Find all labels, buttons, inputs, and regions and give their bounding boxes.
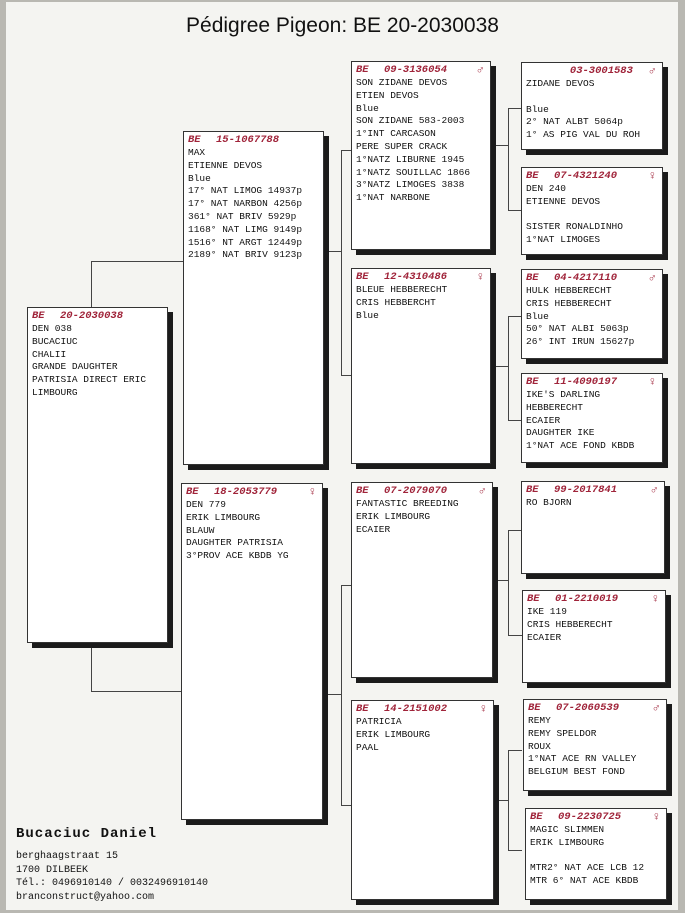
card-details: [526, 497, 660, 510]
ring-number: 03-3001583: [569, 65, 633, 77]
pigeon-card-great-grandsire-1: [521, 62, 663, 150]
card-details: [526, 389, 658, 453]
owner-address-city: 1700 DILBEEK: [16, 864, 89, 876]
card-header: [528, 702, 662, 715]
card-detail-line: 17° NAT LIMOG 14937p: [188, 185, 303, 197]
card-details: [526, 78, 658, 142]
card-detail-line: DEN 779: [186, 499, 226, 510]
card-detail-line: Blue: [526, 310, 549, 322]
connector-line: [490, 145, 508, 146]
pigeon-card-dam: [181, 483, 323, 820]
card-detail-line: CRIS HEBBERCHT: [356, 296, 436, 308]
card-details: [526, 183, 658, 247]
country-code: BE: [356, 703, 369, 715]
sex-symbol: ♂: [652, 701, 660, 715]
card-header: [186, 486, 318, 499]
card-detail-line: [526, 91, 658, 104]
card-detail-line: 1168° NAT LIMG 9149p: [188, 223, 303, 235]
country-code: BE: [528, 702, 541, 714]
card-detail-line: ERIK LIMBOURG: [530, 836, 605, 848]
card-detail-line: DEN 038: [32, 323, 72, 334]
ring-number: 15-1067788: [216, 134, 280, 146]
pigeon-card-granddam-1: [351, 268, 491, 464]
card-detail-line: 1516° NT ARGT 12449p: [188, 236, 303, 248]
sex-symbol: ♀: [648, 375, 656, 389]
card-detail-line: 3°PROV ACE KBDB YG: [186, 550, 289, 562]
card-header: [530, 811, 662, 824]
sex-symbol: ♂: [478, 484, 486, 498]
card-detail-line: ETIENNE DEVOS: [188, 159, 263, 171]
card-detail-line: ERIK LIMBOURG: [186, 511, 261, 523]
card-detail-line: Blue: [356, 309, 379, 321]
ring-number: 18-2053779: [214, 486, 278, 498]
card-detail-line: [530, 850, 662, 863]
card-detail-line: 26° INT IRUN 15627p: [526, 336, 635, 348]
owner-info: [16, 826, 208, 904]
card-detail-line: 1° AS PIG VAL DU ROH: [526, 129, 641, 141]
connector-line: [508, 635, 522, 636]
card-detail-line: MTR 6° NAT ACE KBDB: [530, 875, 639, 887]
card-header: [526, 170, 658, 183]
sex-symbol: ♂: [476, 63, 484, 77]
country-code: BE: [530, 811, 543, 823]
card-details: [528, 715, 662, 779]
card-detail-line: REMY: [528, 715, 551, 726]
sex-symbol: ♀: [651, 592, 659, 606]
connector-line: [91, 261, 184, 262]
country-code: BE: [527, 593, 540, 605]
country-code: BE: [356, 64, 369, 76]
connector-line: [508, 316, 509, 420]
card-detail-line: 361° NAT BRIV 5929p: [188, 210, 297, 222]
card-detail-line: 1°NATZ SOUILLAC 1866: [356, 166, 471, 178]
card-header: [526, 376, 658, 389]
ring-number: 11-4090197: [554, 376, 618, 388]
sex-symbol: ♀: [476, 270, 484, 284]
card-header: [356, 485, 488, 498]
card-header: [527, 593, 661, 606]
card-detail-line: 2° NAT ALBT 5064p: [526, 116, 623, 128]
sex-symbol: ♂: [650, 483, 658, 497]
card-detail-line: HEBBERECHT: [526, 401, 584, 413]
card-detail-line: 2189° NAT BRIV 9123p: [188, 249, 303, 261]
card-header: [356, 271, 486, 284]
card-detail-line: PAAL: [356, 741, 379, 753]
card-detail-line: ECAIER: [356, 523, 391, 535]
card-detail-line: ERIK LIMBOURG: [356, 728, 431, 740]
country-code: BE: [32, 310, 45, 322]
card-detail-line: 1°NAT NARBONE: [356, 192, 431, 204]
card-detail-line: 1°NAT ACE FOND KBDB: [526, 440, 635, 452]
pigeon-card-grandsire-2: [351, 482, 493, 678]
connector-line: [508, 108, 509, 210]
country-code: BE: [526, 376, 539, 388]
card-details: [356, 284, 486, 322]
card-detail-line: BLEUE HEBBERECHT: [356, 284, 448, 295]
ring-number: 07-4321240: [554, 170, 618, 182]
card-detail-line: ETIEN DEVOS: [356, 89, 419, 101]
connector-line: [91, 691, 182, 692]
card-detail-line: Blue: [526, 103, 549, 115]
country-code: BE: [526, 170, 539, 182]
connector-line: [492, 580, 508, 581]
card-details: [530, 824, 662, 888]
ring-number: 07-2060539: [556, 702, 620, 714]
card-detail-line: DEN 240: [526, 183, 566, 194]
card-details: [527, 606, 661, 644]
connector-line: [508, 530, 509, 635]
card-detail-line: IKE 119: [527, 606, 567, 617]
country-code: BE: [356, 271, 369, 283]
page-title: Pédigree Pigeon: BE 20-2030038: [186, 14, 499, 37]
sex-symbol: ♀: [308, 485, 316, 499]
connector-line: [508, 108, 522, 109]
connector-line: [508, 750, 522, 751]
pigeon-card-great-grandsire-3: [521, 481, 665, 574]
card-details: [356, 498, 488, 536]
card-header: [526, 484, 660, 497]
card-detail-line: PATRISIA DIRECT ERIC: [32, 374, 147, 386]
connector-line: [508, 850, 522, 851]
card-detail-line: 50° NAT ALBI 5063p: [526, 323, 629, 335]
card-details: [188, 147, 319, 262]
card-detail-line: LIMBOURG: [32, 386, 78, 398]
connector-line: [508, 210, 522, 211]
card-detail-line: ZIDANE DEVOS: [526, 78, 595, 89]
ring-number: 99-2017841: [554, 484, 618, 496]
sex-symbol: ♀: [648, 169, 656, 183]
country-code: BE: [526, 484, 539, 496]
connector-line: [508, 420, 522, 421]
card-detail-line: DAUGHTER PATRISIA: [186, 537, 283, 549]
card-detail-line: SON ZIDANE 583-2003: [356, 115, 465, 127]
ring-number: 09-3136054: [384, 64, 448, 76]
card-header: [32, 310, 163, 323]
owner-address-street: berghaagstraat 15: [16, 851, 119, 862]
connector-line: [322, 694, 341, 695]
sex-symbol: ♂: [648, 64, 656, 78]
sex-symbol: ♂: [648, 271, 656, 285]
owner-email: branconstruct@yahoo.com: [16, 891, 155, 903]
card-detail-line: [526, 209, 658, 222]
connector-line: [492, 800, 508, 801]
connector-line: [508, 316, 522, 317]
card-detail-line: 1°INT CARCASON: [356, 128, 436, 140]
owner-phone: Tél.: 0496910140 / 0032496910140: [16, 878, 209, 889]
card-detail-line: DAUGHTER IKE: [526, 427, 595, 439]
pigeon-card-great-granddam-4: [525, 808, 667, 900]
pigeon-card-great-granddam-3: [522, 590, 666, 683]
card-details: [526, 285, 658, 349]
country-code: BE: [356, 485, 369, 497]
card-detail-line: GRANDE DAUGHTER: [32, 361, 118, 373]
pigeon-card-grandsire-1: [351, 61, 491, 250]
connector-line: [91, 643, 92, 691]
card-detail-line: HULK HEBBERECHT: [526, 285, 612, 296]
card-detail-line: 3°NATZ LIMOGES 3838: [356, 179, 465, 191]
card-detail-line: FANTASTIC BREEDING: [356, 498, 459, 509]
connector-line: [323, 251, 341, 252]
connector-line: [508, 750, 509, 850]
card-detail-line: BELGIUM BEST FOND: [528, 766, 625, 778]
connector-line: [508, 530, 522, 531]
card-detail-line: PERE SUPER CRACK: [356, 140, 448, 152]
pigeon-card-sire: [183, 131, 324, 465]
connector-line: [341, 150, 342, 375]
card-detail-line: PATRICIA: [356, 716, 402, 727]
card-detail-line: ROUX: [528, 740, 551, 752]
country-code: BE: [188, 134, 201, 146]
card-details: [356, 77, 486, 205]
card-detail-line: CHALII: [32, 348, 67, 360]
pigeon-card-great-granddam-1: [521, 167, 663, 255]
ring-number: 12-4310486: [384, 271, 448, 283]
sex-symbol: ♀: [652, 810, 660, 824]
connector-line: [341, 585, 342, 805]
card-detail-line: BUCACIUC: [32, 335, 78, 347]
connector-line: [91, 261, 92, 309]
card-detail-line: ECAIER: [526, 414, 561, 426]
card-detail-line: MAGIC SLIMMEN: [530, 824, 605, 835]
card-detail-line: Blue: [356, 102, 379, 114]
ring-number: 01-2210019: [555, 593, 619, 605]
pigeon-card-great-granddam-2: [521, 373, 663, 463]
pigeon-card-great-grandsire-2: [521, 269, 663, 359]
connector-line: [490, 366, 508, 367]
card-header: [356, 64, 486, 77]
card-detail-line: IKE'S DARLING: [526, 389, 601, 400]
card-details: [32, 323, 163, 400]
sex-symbol: ♀: [479, 702, 487, 716]
card-header: [526, 65, 658, 78]
ring-number: 09-2230725: [558, 811, 622, 823]
ring-number: 14-2151002: [384, 703, 448, 715]
card-detail-line: MTR2° NAT ACE LCB 12: [530, 862, 645, 874]
card-detail-line: 1°NAT ACE RN VALLEY: [528, 753, 637, 765]
card-detail-line: ERIK LIMBOURG: [356, 510, 431, 522]
ring-number: 07-2079070: [384, 485, 448, 497]
card-detail-line: Blue: [188, 172, 211, 184]
card-detail-line: RO BJORN: [526, 497, 572, 508]
card-detail-line: CRIS HEBBERECHT: [527, 618, 613, 630]
card-detail-line: ETIENNE DEVOS: [526, 195, 601, 207]
card-detail-line: SON ZIDANE DEVOS: [356, 77, 448, 88]
country-code: BE: [526, 272, 539, 284]
card-details: [356, 716, 489, 754]
card-header: [188, 134, 319, 147]
card-detail-line: 1°NAT LIMOGES: [526, 234, 601, 246]
card-detail-line: BLAUW: [186, 524, 215, 536]
card-detail-line: MAX: [188, 147, 206, 158]
ring-number: 20-2030038: [60, 310, 124, 322]
card-detail-line: ECAIER: [527, 631, 562, 643]
card-detail-line: REMY SPELDOR: [528, 727, 597, 739]
pigeon-card-granddam-2: [351, 700, 494, 900]
card-detail-line: 1°NATZ LIBURNE 1945: [356, 153, 465, 165]
card-details: [186, 499, 318, 563]
pigeon-card-subject: [27, 307, 168, 643]
country-code: BE: [186, 486, 199, 498]
ring-number: 04-4217110: [554, 272, 618, 284]
pigeon-card-great-grandsire-4: [523, 699, 667, 791]
card-header: [356, 703, 489, 716]
card-detail-line: 17° NAT NARBON 4256p: [188, 198, 303, 210]
card-detail-line: CRIS HEBBERECHT: [526, 297, 612, 309]
owner-name: Bucaciuc Daniel: [16, 826, 158, 842]
card-detail-line: SISTER RONALDINHO: [526, 221, 623, 233]
card-header: [526, 272, 658, 285]
